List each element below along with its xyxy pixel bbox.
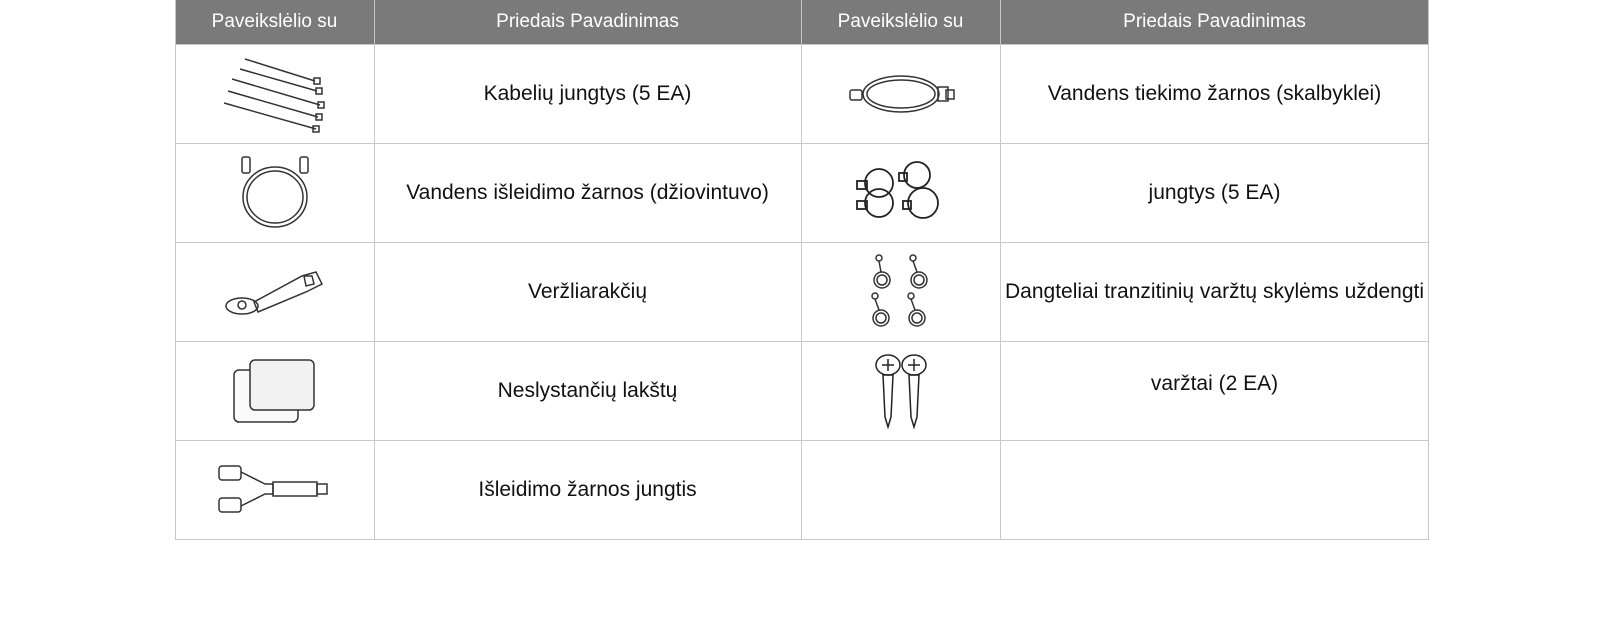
table-row-4-image	[175, 341, 374, 440]
table-row-2-image-right	[801, 143, 1000, 242]
anti-slip-sheets-icon	[230, 356, 320, 426]
hose-clamps-icon	[851, 153, 951, 233]
water-supply-hose-icon	[846, 64, 956, 124]
table-row-3-image	[175, 242, 374, 341]
table-row-5-name: Išleidimo žarnos jungtis	[478, 477, 697, 501]
table-row-4-name-right: varžtai (2 EA)	[1150, 371, 1279, 395]
table-row-1-image	[175, 44, 374, 143]
table-row-3-image-right	[801, 242, 1000, 341]
table-row-4-name: Neslystančių lakštų	[497, 378, 678, 402]
accessories-table	[175, 0, 1429, 540]
cable-ties-icon	[220, 49, 330, 139]
drain-hose-icon	[230, 153, 320, 233]
table-row-4-image-right	[801, 341, 1000, 440]
table-row-1-name-right: Vandens tiekimo žarnos (skalbyklei)	[1047, 81, 1382, 105]
table-row-2-name: Vandens išleidimo žarnos (džiovintuvo)	[406, 180, 769, 204]
table-row-5-name-right	[1000, 440, 1429, 539]
screws-icon	[866, 351, 936, 431]
header-image-col-2: Paveikslėlio su	[801, 0, 1000, 44]
table-row-5-image	[175, 440, 374, 539]
table-row-2-name-right: jungtys (5 EA)	[1148, 180, 1281, 204]
wrench-icon	[220, 262, 330, 322]
table-row-1-image-right	[801, 44, 1000, 143]
header-image-col-1: Paveikslėlio su	[175, 0, 374, 44]
drain-hose-connector-icon	[215, 460, 335, 520]
table-row-1-name: Kabelių jungtys (5 EA)	[483, 81, 692, 105]
row-divider	[175, 539, 1429, 540]
table-row-3-name-right: Dangteliai tranzitinių varžtų skylėms uždengti	[1004, 279, 1425, 303]
table-row-2-image	[175, 143, 374, 242]
header-name-col-1: Priedais Pavadinimas	[374, 0, 801, 44]
table-row-3-name: Veržliarakčių	[527, 279, 648, 303]
table-row-5-image-right	[801, 440, 1000, 539]
transit-bolt-caps-icon	[861, 252, 941, 332]
header-name-col-2: Priedais Pavadinimas	[1000, 0, 1429, 44]
